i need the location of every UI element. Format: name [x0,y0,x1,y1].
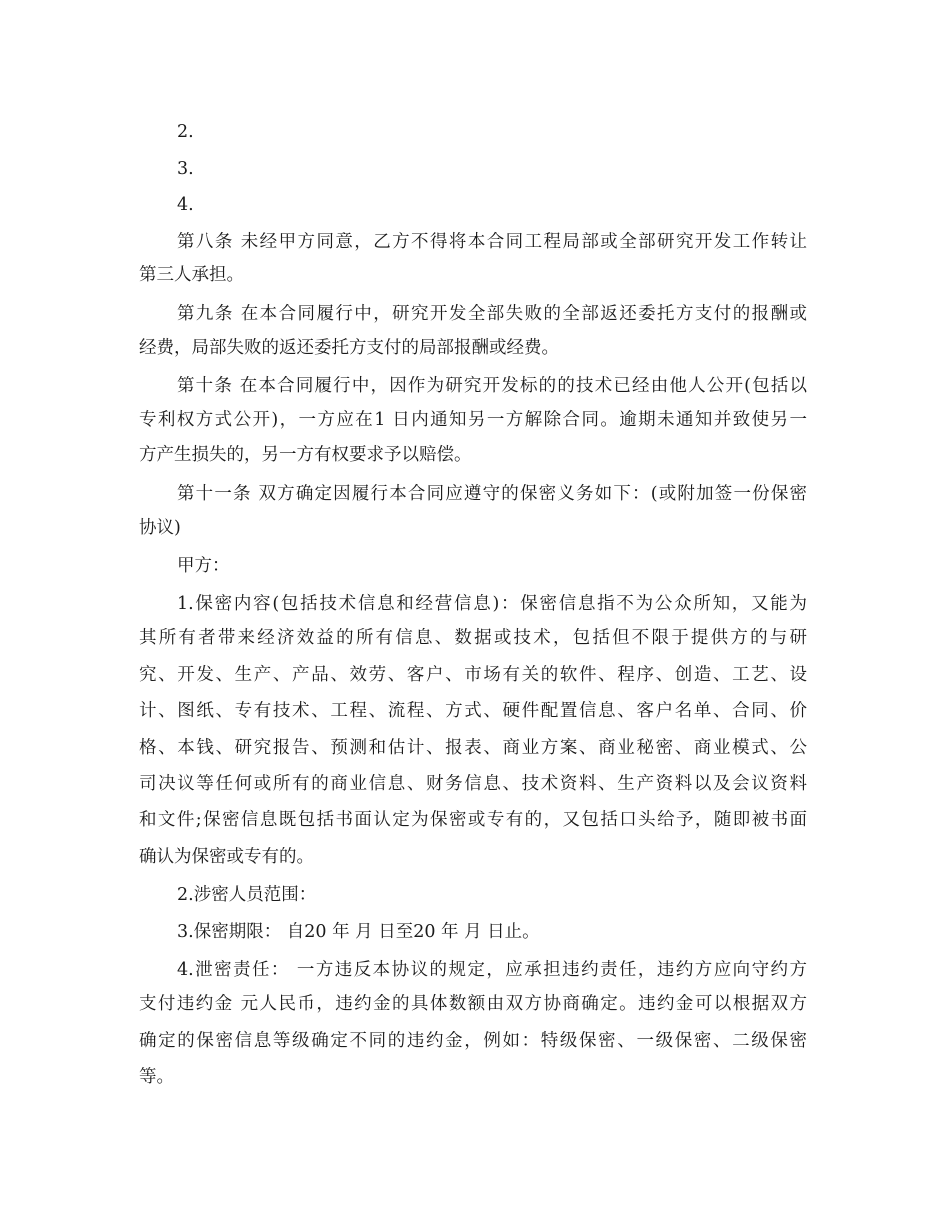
item-1-line-6: 司决议等任何或所有的商业信息、财务信息、技术资料、生产资料以及会议资料 [139,774,807,794]
item-1-line-8: 确认为保密或专有的。 [139,847,314,867]
item-4-line-4: 等。 [139,1067,174,1087]
article-10-line-1: 第十条 在本合同履行中，因作为研究开发标的的技术已经由他人公开(包括以 [177,376,807,396]
party-a-label: 甲方： [177,556,230,576]
article-8-line-1: 第八条 未经甲方同意，乙方不得将本合同工程局部或全部研究开发工作转让 [177,232,807,252]
article-10-line-3: 方产生损失的，另一方有权要求予以赔偿。 [139,445,472,465]
item-1-line-7: 和文件;保密信息既包括书面认定为保密或专有的，又包括口头给予，随即被书面 [139,810,807,830]
article-10-line-2: 专利权方式公开)，一方应在1 日内通知另一方解除合同。逾期未通知并致使另一 [139,410,807,430]
item-1-line-3: 究、开发、生产、产品、效劳、客户、市场有关的软件、程序、创造、工艺、设 [139,665,807,685]
item-1-line-5: 格、本钱、研究报告、预测和估计、报表、商业方案、商业秘密、商业模式、公 [139,738,807,758]
article-11-line-2: 协议) [139,518,181,538]
item-1-line-4: 计、图纸、专有技术、工程、流程、方式、硬件配置信息、客户名单、合同、价 [139,701,807,721]
article-11-line-1: 第十一条 双方确定因履行本合同应遵守的保密义务如下：(或附加签一份保密 [177,484,807,504]
item-3: 3.保密期限： 自20 年 月 日至20 年 月 日止。 [177,922,540,942]
item-4-line-3: 确定的保密信息等级确定不同的违约金，例如：特级保密、一级保密、二级保密 [139,1031,807,1051]
list-number-2: 2. [177,122,194,142]
list-number-3: 3. [177,159,194,179]
item-1-line-2: 其所有者带来经济效益的所有信息、数据或技术，包括但不限于提供方的与研 [139,628,807,648]
item-4-line-1: 4.泄密责任： 一方违反本协议的规定，应承担违约责任，违约方应向守约方 [177,960,807,980]
article-8-line-2: 第三人承担。 [139,265,244,285]
article-9-line-1: 第九条 在本合同履行中，研究开发全部失败的全部返还委托方支付的报酬或 [177,304,807,324]
item-1-line-1: 1.保密内容(包括技术信息和经营信息)：保密信息指不为公众所知，又能为 [177,594,807,614]
item-4-line-2: 支付违约金 元人民币，违约金的具体数额由双方协商确定。违约金可以根据双方 [139,994,807,1014]
article-9-line-2: 经费，局部失败的返还委托方支付的局部报酬或经费。 [139,338,559,358]
item-2: 2.涉密人员范围： [177,885,317,905]
list-number-4: 4. [177,195,194,215]
